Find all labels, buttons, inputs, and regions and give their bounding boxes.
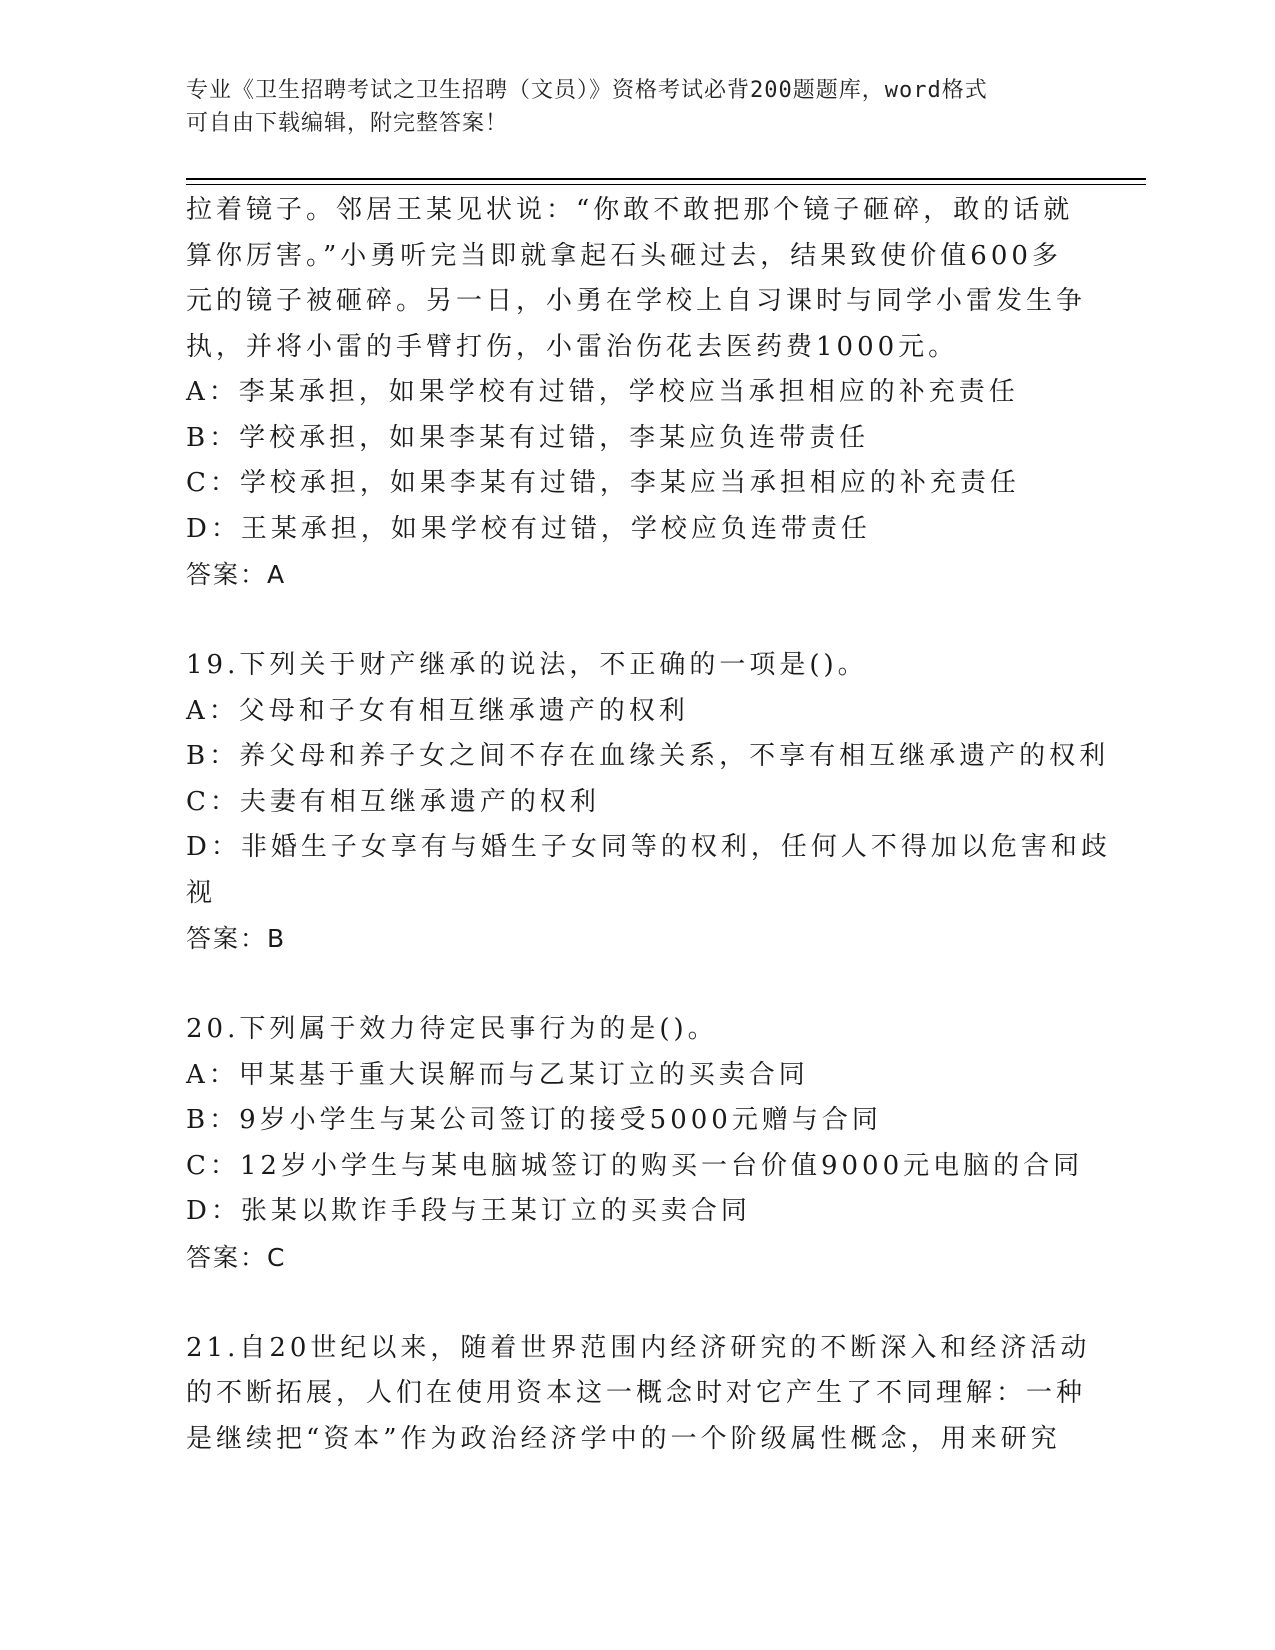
- spacer: [186, 598, 1086, 644]
- spacer: [186, 962, 1086, 1008]
- option-d-continued: 视: [186, 877, 217, 908]
- spacer: [186, 1280, 1086, 1326]
- option-a: A：李某承担，如果学校有过错，学校应当承担相应的补充责任: [186, 377, 1019, 407]
- question-stem-line: 拉着镜子。邻居王某见状说：“你敢不敢把那个镜子砸碎，敢的话就: [186, 195, 1074, 225]
- question-20: [186, 1007, 1086, 1280]
- question-stem-line: 算你厉害。”小勇听完当即就拿起石头砸过去，结果致使价值600多: [186, 240, 1062, 271]
- question-content: [186, 188, 1111, 1462]
- question-stem-line: 的不断拓展，人们在使用资本这一概念时对它产生了不同理解：一种: [186, 1378, 1087, 1408]
- question-stem-line: 元的镜子被砸碎。另一日，小勇在学校上自习课时与同学小雷发生争: [186, 286, 1087, 316]
- question-21: [186, 1326, 1091, 1463]
- question-stem: 20.下列属于效力待定民事行为的是()。: [186, 1014, 718, 1044]
- option-c: C：12岁小学生与某电脑城签订的购买一台价值9000元电脑的合同: [186, 1150, 1084, 1181]
- option-d: D：王某承担，如果学校有过错，学校应负连带责任: [186, 513, 871, 544]
- option-a: A：甲某基于重大误解而与乙某订立的买卖合同: [186, 1059, 809, 1090]
- header-divider-thin: [186, 184, 1146, 185]
- option-d: D：张某以欺诈手段与王某订立的买卖合同: [186, 1196, 751, 1226]
- header-line-1: 专业《卫生招聘考试之卫生招聘（文员）》资格考试必背200题题库，word格式: [186, 78, 988, 103]
- header-line-2: 可自由下载编辑，附完整答案！: [186, 111, 509, 136]
- option-b: B：养父母和养子女之间不存在血缘关系，不享有相互继承遗产的权利: [186, 741, 1110, 771]
- question-stem-line: 21.自20世纪以来，随着世界范围内经济研究的不断深入和经济活动: [186, 1332, 1091, 1363]
- answer-label: 答案：B: [186, 924, 287, 953]
- question-18: [186, 188, 1086, 598]
- option-b: B：学校承担，如果李某有过错，李某应负连带责任: [186, 422, 870, 453]
- document-header: [186, 74, 1066, 140]
- option-a: A：父母和子女有相互继承遗产的权利: [186, 695, 689, 726]
- question-stem-line: 是继续把“资本”作为政治经济学中的一个阶级属性概念，用来研究: [186, 1423, 1061, 1454]
- question-19: [186, 643, 1111, 962]
- option-c: C：学校承担，如果李某有过错，李某应当承担相应的补充责任: [186, 468, 1020, 498]
- option-c: C：夫妻有相互继承遗产的权利: [186, 786, 600, 817]
- question-stem-line: 执，并将小雷的手臂打伤，小雷治伤花去医药费1000元。: [186, 331, 959, 362]
- answer-label: 答案：C: [186, 1242, 287, 1272]
- question-stem: 19.下列关于财产继承的说法，不正确的一项是()。: [186, 650, 868, 680]
- option-d: D：非婚生子女享有与婚生子女同等的权利，任何人不得加以危害和歧: [186, 832, 1111, 862]
- header-divider: [186, 178, 1146, 180]
- answer-label: 答案：A: [186, 560, 287, 589]
- option-b: B：9岁小学生与某公司签订的接受5000元赠与合同: [186, 1105, 882, 1135]
